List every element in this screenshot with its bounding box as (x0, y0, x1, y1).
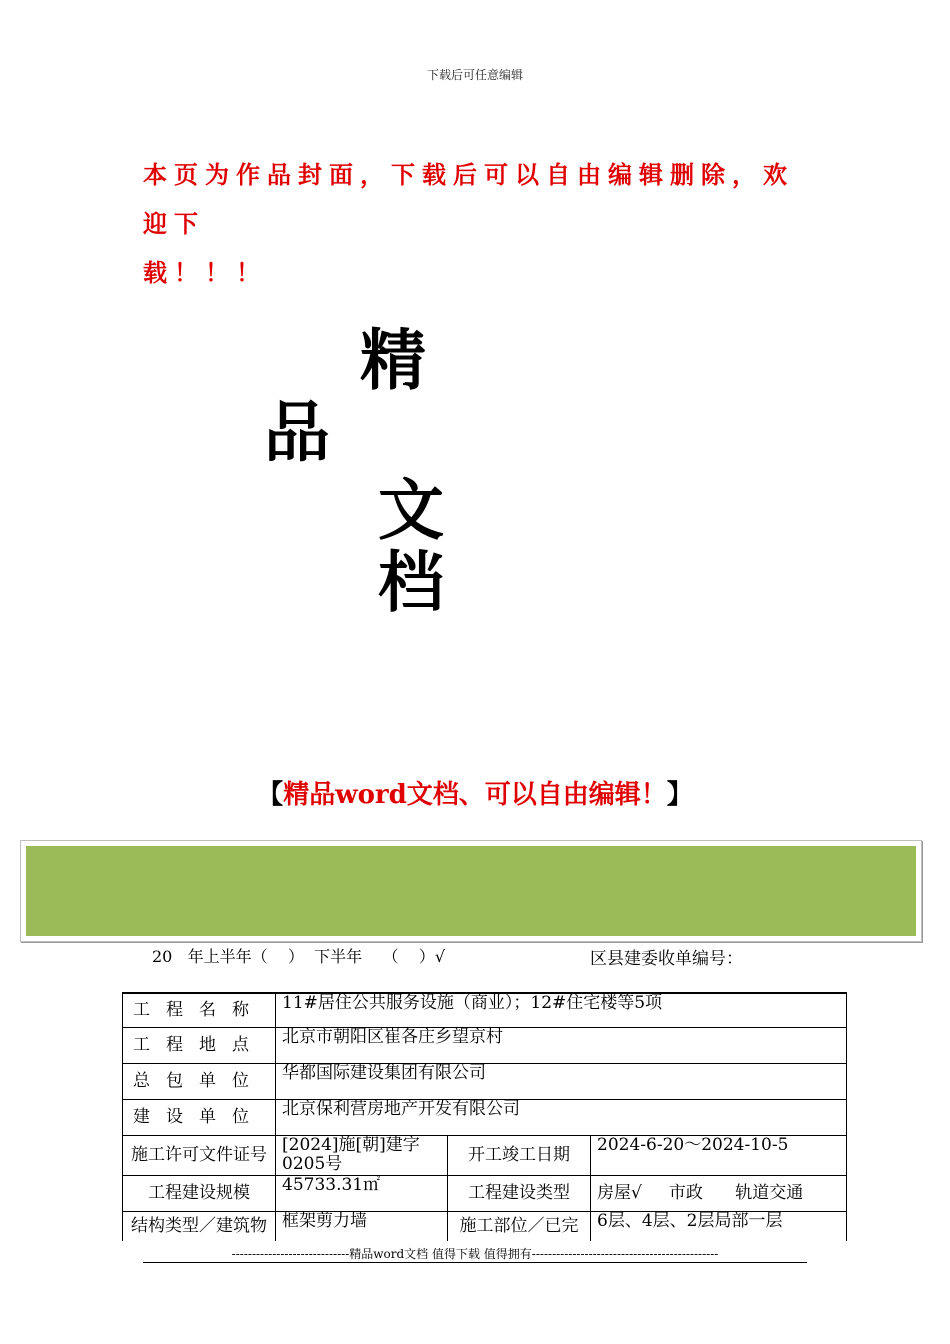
location-label: 工程地点 (123, 1027, 276, 1063)
table-row (123, 993, 847, 1027)
green-header-frame (20, 840, 922, 942)
part-label: 施工部位／已完 (448, 1211, 591, 1241)
contractor-value: 华都国际建设集团有限公司 (276, 1063, 847, 1099)
structure-label: 结构类型／建筑物 (123, 1211, 276, 1241)
footer-text: -----------------------------精品word文档 值得下载 值得拥有---------------------------------------------- (231, 1247, 719, 1261)
type-label: 工程建设类型 (448, 1175, 591, 1211)
project-name-label: 工程名称 (123, 993, 276, 1027)
season-line: 20 年上半年（ ） 下半年 （ ）√ (152, 947, 446, 966)
structure-value: 框架剪力墙 (276, 1211, 448, 1241)
location-value: 北京市朝阳区崔各庄乡望京村 (276, 1027, 847, 1063)
cover-notice (143, 150, 823, 297)
table-row (123, 1027, 847, 1063)
part-value: 6层、4层、2层局部一层 (591, 1211, 847, 1241)
dates-label: 开工竣工日期 (448, 1135, 591, 1175)
project-info-table (122, 992, 847, 1241)
district-receipt-label: 区县建委收单编号： (590, 949, 743, 969)
scale-value: 45733.31㎡ (276, 1175, 448, 1211)
table-row (123, 1099, 847, 1135)
cover-char-dang: 档 (378, 544, 444, 621)
cover-char-pin: 品 (264, 394, 330, 471)
green-header-band (26, 846, 916, 936)
owner-value: 北京保利营房地产开发有限公司 (276, 1099, 847, 1135)
cover-char-jing: 精 (360, 322, 426, 399)
owner-label: 建设单位 (123, 1099, 276, 1135)
scale-label: 工程建设规模 (123, 1175, 276, 1211)
table-row (123, 1135, 847, 1175)
footer-divider (143, 1262, 807, 1263)
permit-value: [2024]施[朝]建字0205号 (276, 1135, 448, 1175)
header-note: 下载后可任意编辑 (426, 68, 523, 82)
promo-banner (0, 774, 950, 811)
table-row (123, 1175, 847, 1211)
project-name-value: 11#居住公共服务设施（商业）；12#住宅楼等5项 (276, 993, 847, 1027)
cover-notice-line-1: 本页为作品封面，下载后可以自由编辑删除，欢迎下 (143, 160, 794, 238)
type-value: 房屋√ 市政 轨道交通 (591, 1175, 847, 1211)
table-row (123, 1211, 847, 1241)
promo-bracket-close: 】 (666, 780, 693, 810)
cover-notice-line-2: 载！！！ (143, 258, 267, 287)
cover-char-wen: 文 (378, 472, 444, 549)
dates-value: 2024-6-20～2024-10-5 (591, 1135, 847, 1175)
table-row (123, 1063, 847, 1099)
promo-text: 精品word文档、可以自由编辑！ (283, 780, 667, 810)
permit-label: 施工许可文件证号 (123, 1135, 276, 1175)
contractor-label: 总包单位 (123, 1063, 276, 1099)
promo-bracket-open: 【 (257, 780, 284, 810)
